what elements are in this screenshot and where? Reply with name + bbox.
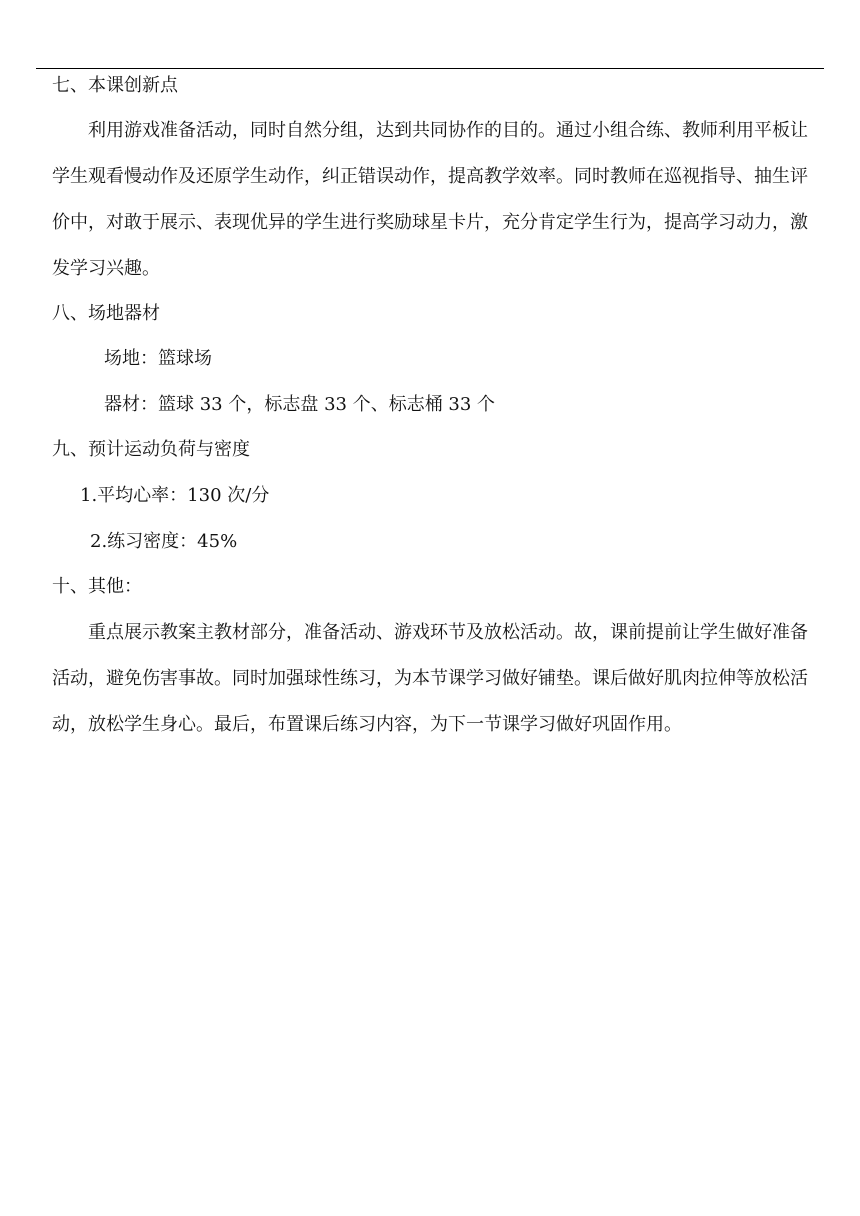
- venue-line: 场地：篮球场: [104, 348, 212, 369]
- section-7-body: 利用游戏准备活动，同时自然分组，达到共同协作的目的。通过小组合练、教师利用平板让学生观看慢动作及还原学生动作，纠正错误动作，提高教学效率。同时教师在巡视指导、抽生评价中，对敢于展示、表现优异的学生进行奖励球星卡片，充分肯定学生行为，提高学习动力，激发学习兴趣。: [52, 120, 808, 279]
- equipment-line: 器材：篮球 33 个，标志盘 33 个、标志桶 33 个: [104, 394, 496, 415]
- heart-rate-item: 1.平均心率：130 次/分: [80, 485, 270, 506]
- section-8-heading: 八、场地器材: [52, 303, 160, 324]
- section-10-heading: 十、其他：: [52, 576, 142, 597]
- density-item: 2.练习密度：45%: [90, 531, 238, 552]
- header-rule: [36, 68, 824, 69]
- section-10-body: 重点展示教案主教材部分，准备活动、游戏环节及放松活动。故，课前提前让学生做好准备活动，避免伤害事故。同时加强球性练习，为本节课学习做好铺垫。课后做好肌肉拉伸等放松活动，放松学生身心。最后，布置课后练习内容，为下一节课学习做好巩固作用。: [52, 622, 808, 735]
- section-7-heading: 七、本课创新点: [52, 75, 178, 96]
- section-9-heading: 九、预计运动负荷与密度: [52, 439, 250, 460]
